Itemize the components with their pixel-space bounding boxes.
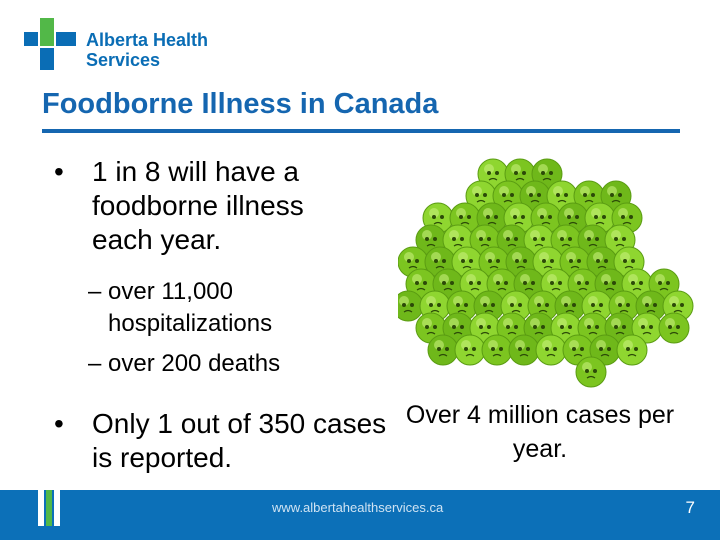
- bullet-1-text: 1 in 8 will have a foodborne illness each year.: [92, 156, 304, 255]
- page-number: 7: [685, 498, 695, 517]
- germ-icon: [455, 335, 485, 365]
- germ-icon: [398, 291, 423, 321]
- footer-stripe-icon: [36, 490, 66, 540]
- logo-wordmark: [86, 30, 226, 70]
- germ-icon: [617, 335, 647, 365]
- image-caption: Over 4 million cases per year.: [405, 401, 675, 463]
- germ-icon: [576, 357, 606, 387]
- slide-title: Foodborne Illness in Canada: [42, 88, 439, 120]
- subbullet-2-text: over 200 deaths: [108, 350, 281, 377]
- bullet-2-text: Only 1 out of 350 cases is reported.: [92, 408, 387, 473]
- bullet-dot: •: [54, 156, 64, 187]
- subbullet-1-text: over 11,000 hospitalizations: [108, 278, 273, 337]
- germ-cluster-icon: [398, 152, 708, 392]
- footer-url: www.albertahealthservices.ca: [272, 500, 444, 515]
- bullet-dot: •: [54, 408, 64, 439]
- germ-icon: [509, 335, 539, 365]
- germ-icon: [428, 335, 458, 365]
- logo-line-1: Alberta Health: [86, 30, 209, 50]
- germ-icon: [482, 335, 512, 365]
- logo-line-2: Services: [86, 50, 161, 70]
- germ-icon: [536, 335, 566, 365]
- subbullet-dash: –: [88, 278, 102, 305]
- subbullet-dash: –: [88, 350, 102, 377]
- footer-bar: [0, 490, 720, 540]
- germ-icon: [659, 313, 689, 343]
- title-underline: [42, 129, 680, 133]
